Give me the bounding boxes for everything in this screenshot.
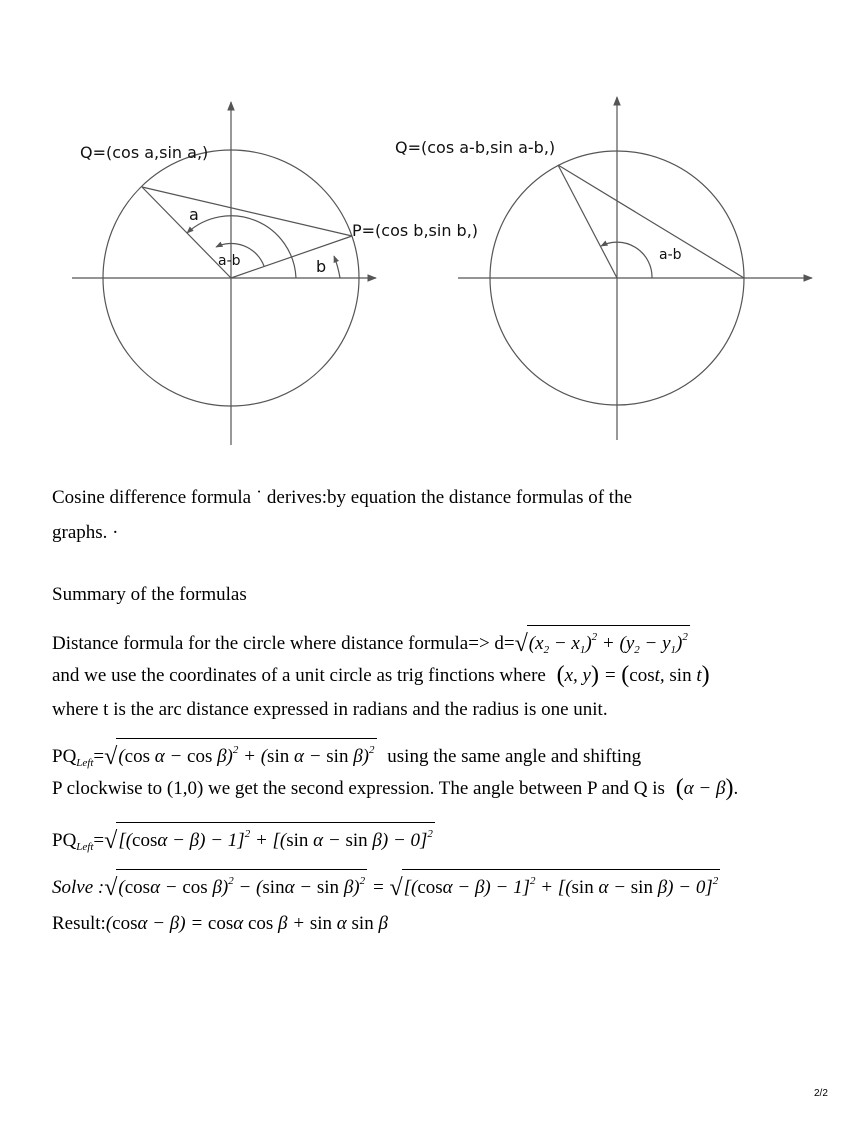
pq-left-equation: √(cos α − cos β)$^2$ + (sin α − sin β)$^2$ [104,746,376,767]
left-arc-a [187,216,296,278]
arc-distance-line: where t is the arc distance expressed in radians and the radius is one unit. [52,699,608,720]
intro-line-2: graphs. · [52,522,119,543]
intro-line-1: Cosine difference formula ˙ derives:by equation the distance formulas of the [52,487,633,508]
distance-formula-equation: $√(x_2 - x_1)^2 + (y_2 - y_1)^2$ [515,633,690,654]
right-arc-amb [601,242,652,278]
pq-label-2: PQ [52,830,77,851]
solve-label: Solve : [52,877,105,898]
shift-text: P clockwise to (1,0) we get the second expression. The angle between P and Q is [52,778,665,799]
right-label-amb: a-b [659,247,682,263]
distance-formula-line [52,625,690,661]
pq-shifted-equation: $√[(\cos\alpha - \beta) - 1]^2 + [(\sin$ α − sin β) − 0]$^2$ [104,830,435,851]
pq-subscript: Left [76,757,94,769]
unit-circle-lead: and we use the coordinates of a unit circle as trig finctions where [52,665,546,686]
left-label-a: a [189,205,199,224]
unit-circle-equation: (x, y) = (cost, sin t) [556,662,710,688]
left-chord-pq [142,187,352,236]
pq-label: PQ [52,746,77,767]
left-label-q: Q=(cos a,sin a,) [80,143,209,162]
result-label: Result: [52,913,106,934]
left-label-p: P=(cos b,sin b,) [352,221,479,240]
right-radius-q [558,165,617,278]
left-label-amb: a-b [218,253,241,269]
solve-equation: $√(\cos\alpha - \cos \beta)^2 - (\sin\alpha - \sin \beta)^2 = √[(\cos\alpha - \beta) - 1]^2 + [(\sin$ α − sin β) − 0]$^2$ [104,877,720,898]
pq-trailing-text: using the same angle and shifting [387,746,642,767]
angle-expression: (α − β) [675,775,734,801]
distance-formula-lead: Distance formula for the circle where distance formula=> d= [52,633,515,654]
shift-line: P clockwise to (1,0) we get the second expression. The angle between P and Q is (α − β). [52,775,739,801]
solve-line [52,869,720,899]
unit-circle-line [52,664,710,687]
pq-shifted-line: $PQ_{Left}=√[(\cos\alpha - \beta) - 1]^2 + [(\sin$ α − sin β) − 0]$^2$ [52,822,435,858]
pq-left-line: $PQ_{Left}=√(\cos$ α − cos β)$^2$ + (sin α − sin β)$^2$ using the same angle and shifting [52,738,641,774]
summary-heading: Summary of the formulas [52,584,247,605]
result-equation: (cosα − β) = cosα cos β + sin α sin β [105,913,388,934]
right-label-q: Q=(cos a-b,sin a-b,) [395,138,556,157]
page-number: 2/2 [814,1088,828,1099]
pq-subscript-2: Left [76,841,94,853]
left-arc-b [334,256,340,278]
unit-circle-figures [0,0,867,460]
left-label-b: b [316,257,327,276]
right-chord-pq [558,165,744,278]
result-line [52,913,388,935]
